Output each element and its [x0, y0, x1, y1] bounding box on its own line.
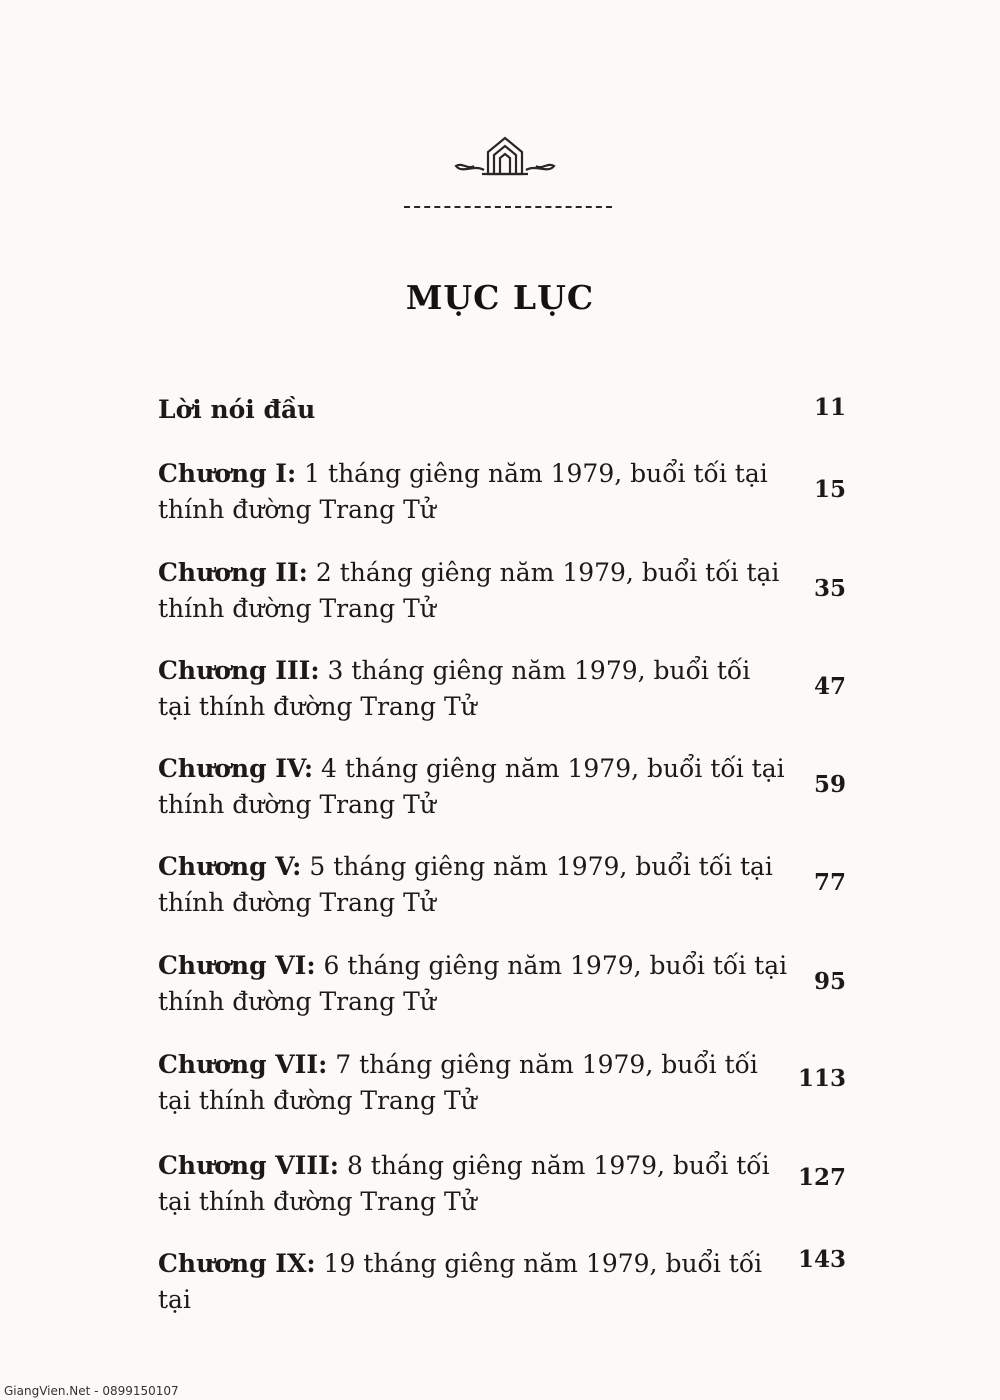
page-number: 35 — [813, 575, 846, 602]
ornament-icon — [452, 130, 558, 180]
footer-watermark: GiangVien.Net - 0899150107 — [4, 1384, 179, 1398]
page-title: MỤC LỤC — [405, 278, 595, 317]
divider-rule — [404, 206, 612, 208]
page-number: 77 — [813, 869, 846, 896]
toc-entry: Chương V: 5 tháng giêng năm 1979, buổi tối tại thính đường Trang Tử 77 — [158, 852, 846, 917]
page-number: 143 — [797, 1246, 846, 1273]
page-number: 59 — [813, 771, 846, 798]
toc-entry: Lời nói đầu 11 — [158, 394, 846, 424]
page-number: 95 — [813, 968, 846, 995]
page-number: 127 — [797, 1164, 846, 1191]
page-number: 47 — [813, 673, 846, 700]
toc-entry: Chương I: 1 tháng giêng năm 1979, buổi tối tại thính đường Trang Tử 15 — [158, 459, 846, 524]
toc-entry: Chương IX: 19 tháng giêng năm 1979, buổi tối tại 143 — [158, 1246, 846, 1314]
page-number: 113 — [797, 1065, 846, 1092]
page-number: 11 — [813, 394, 846, 421]
page-number: 15 — [813, 476, 846, 503]
toc-entry: Chương VI: 6 tháng giêng năm 1979, buổi tối tại thính đường Trang Tử 95 — [158, 951, 846, 1016]
toc-entry: Chương IV: 4 tháng giêng năm 1979, buổi tối tại thính đường Trang Tử 59 — [158, 754, 846, 819]
toc-entry: Chương II: 2 tháng giêng năm 1979, buổi tối tại thính đường Trang Tử 35 — [158, 558, 846, 623]
toc-entry: Chương III: 3 tháng giêng năm 1979, buổi tối tại thính đường Trang Tử 47 — [158, 656, 846, 721]
toc-entry: Chương VII: 7 tháng giêng năm 1979, buổi tối tại thính đường Trang Tử 113 — [158, 1050, 846, 1115]
toc-entry: Chương VIII: 8 tháng giêng năm 1979, buổi tối tại thính đường Trang Tử 127 — [158, 1151, 846, 1216]
